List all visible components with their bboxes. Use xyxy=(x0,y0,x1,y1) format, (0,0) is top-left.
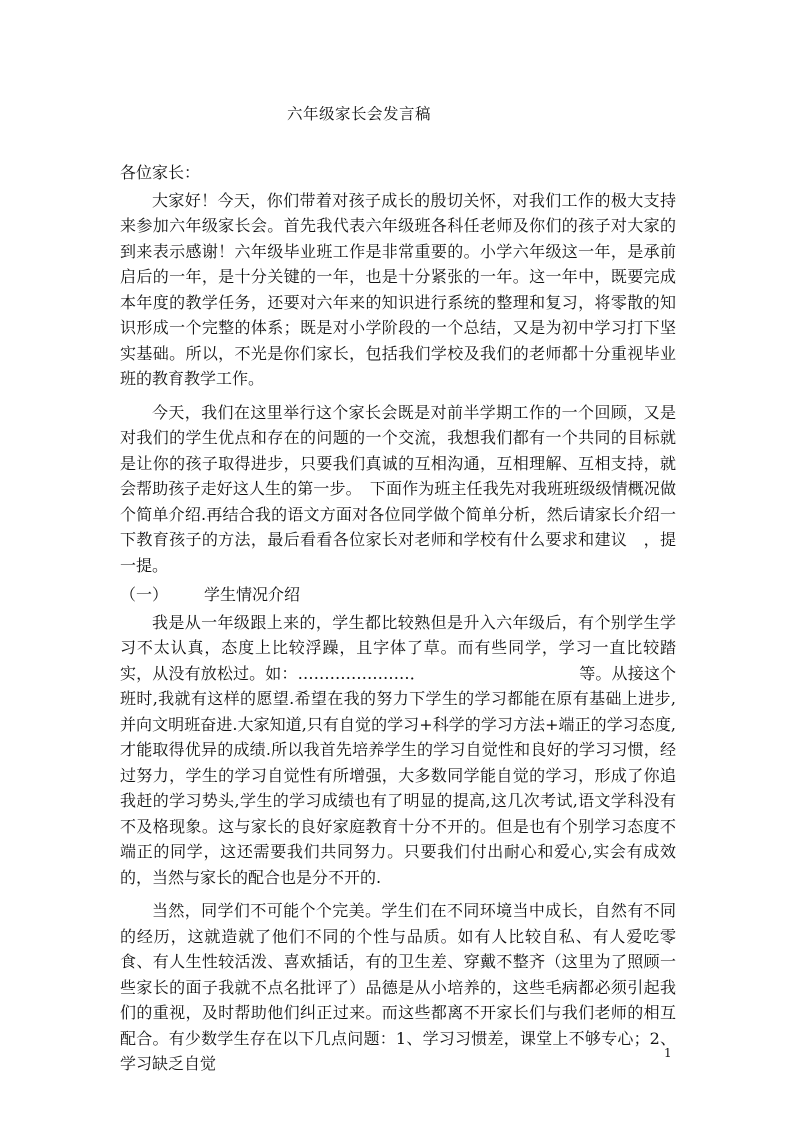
paragraph-purpose: 今天，我们在这里举行这个家长会既是对前半学期工作的一个回顾，又是对我们的学生优点和存在的问题的一个交流，我想我们都有一个共同的目标就是让你的孩子取得进步，只要我们真诚的互相沟通，互相理解、互相支持，就会帮助孩子走好这人生的第一步。 下面作为班主任我先对我班班级级情概况做个简单介绍.再结合我的语文方面对各位同学做个简单分析，然后请家长介绍一下教育孩子的方法，最后看看各位家长对老师和学校有什么要求和建议 ，提一提。 xyxy=(120,402,676,575)
greeting: 各位家长： xyxy=(120,163,201,182)
document-body xyxy=(120,160,676,1077)
section-title: 学生情况介绍 xyxy=(204,585,301,604)
section-heading xyxy=(120,582,676,608)
document-title: 六年级家长会发言稿 xyxy=(286,105,431,123)
paragraph-student-situation: 我是从一年级跟上来的，学生都比较熟但是升入六年级后，有个别学生学习不太认真，态度上比较浮躁，且字体了草。而有些同学，学习一直比较踏实，从没有放松过。如：…………………． 等。从接这个班时,我就有这样的愿望.希望在我的努力下学生的学习都能在原有基础上进步,并向文明班奋进.大家知道,只有自觉的学习+科学的学习方法+端正的学习态度,才能取得优异的成绩.所以我首先培养学生的学习自觉性和良好的学习习惯，经过努力，学生的学习自觉性有所增强，大多数同学能自觉的学习，形成了你追我赶的学习势头,学生的学习成绩也有了明显的提高,这几次考试,语文学科没有不及格现象。这与家长的良好家庭教育十分不开的。但是也有个别学习态度不端正的同学，这还需要我们共同努力。只要我们付出耐心和爱心,实会有成效的，当然与家长的配合也是分不开的. xyxy=(120,612,676,887)
paragraph-intro: 大家好！今天，你们带着对孩子成长的殷切关怀，对我们工作的极大支持来参加六年级家长会。首先我代表六年级班各科任老师及你们的孩子对大家的到来表示感谢！六年级毕业班工作是非常重要的。小学六年级这一年，是承前启后的一年，是十分关键的一年，也是十分紧张的一年。这一年中，既要完成本年度的教学任务，还要对六年来的知识进行系统的整理和复习，将零散的知识形成一个完整的体系；既是对小学阶段的一个总结，又是为初中学习打下坚实基础。所以，不光是你们家长，包括我们学校及我们的老师都十分重视毕业班的教育教学工作。 xyxy=(120,190,676,388)
section-number: （一） xyxy=(120,585,169,604)
page-number: 1 xyxy=(664,1046,672,1060)
paragraph-student-issues: 当然，同学们不可能个个完美。学生们在不同环境当中成长，自然有不同的经历，这就造就了他们不同的个性与品质。如有人比较自私、有人爱吃零食、有人生性较活泼、喜欢插话，有的卫生差、穿戴不整齐（这里为了照顾一些家长的面子我就不点名批评了）品德是从小培养的，这些毛病都必须引起我们的重视，及时帮助他们纠正过来。而这些都离不开家长们与我们老师的相互配合。有少数学生存在以下几点问题：1、学习习惯差，课堂上不够专心；2、学习缺乏自觉 xyxy=(120,901,676,1073)
